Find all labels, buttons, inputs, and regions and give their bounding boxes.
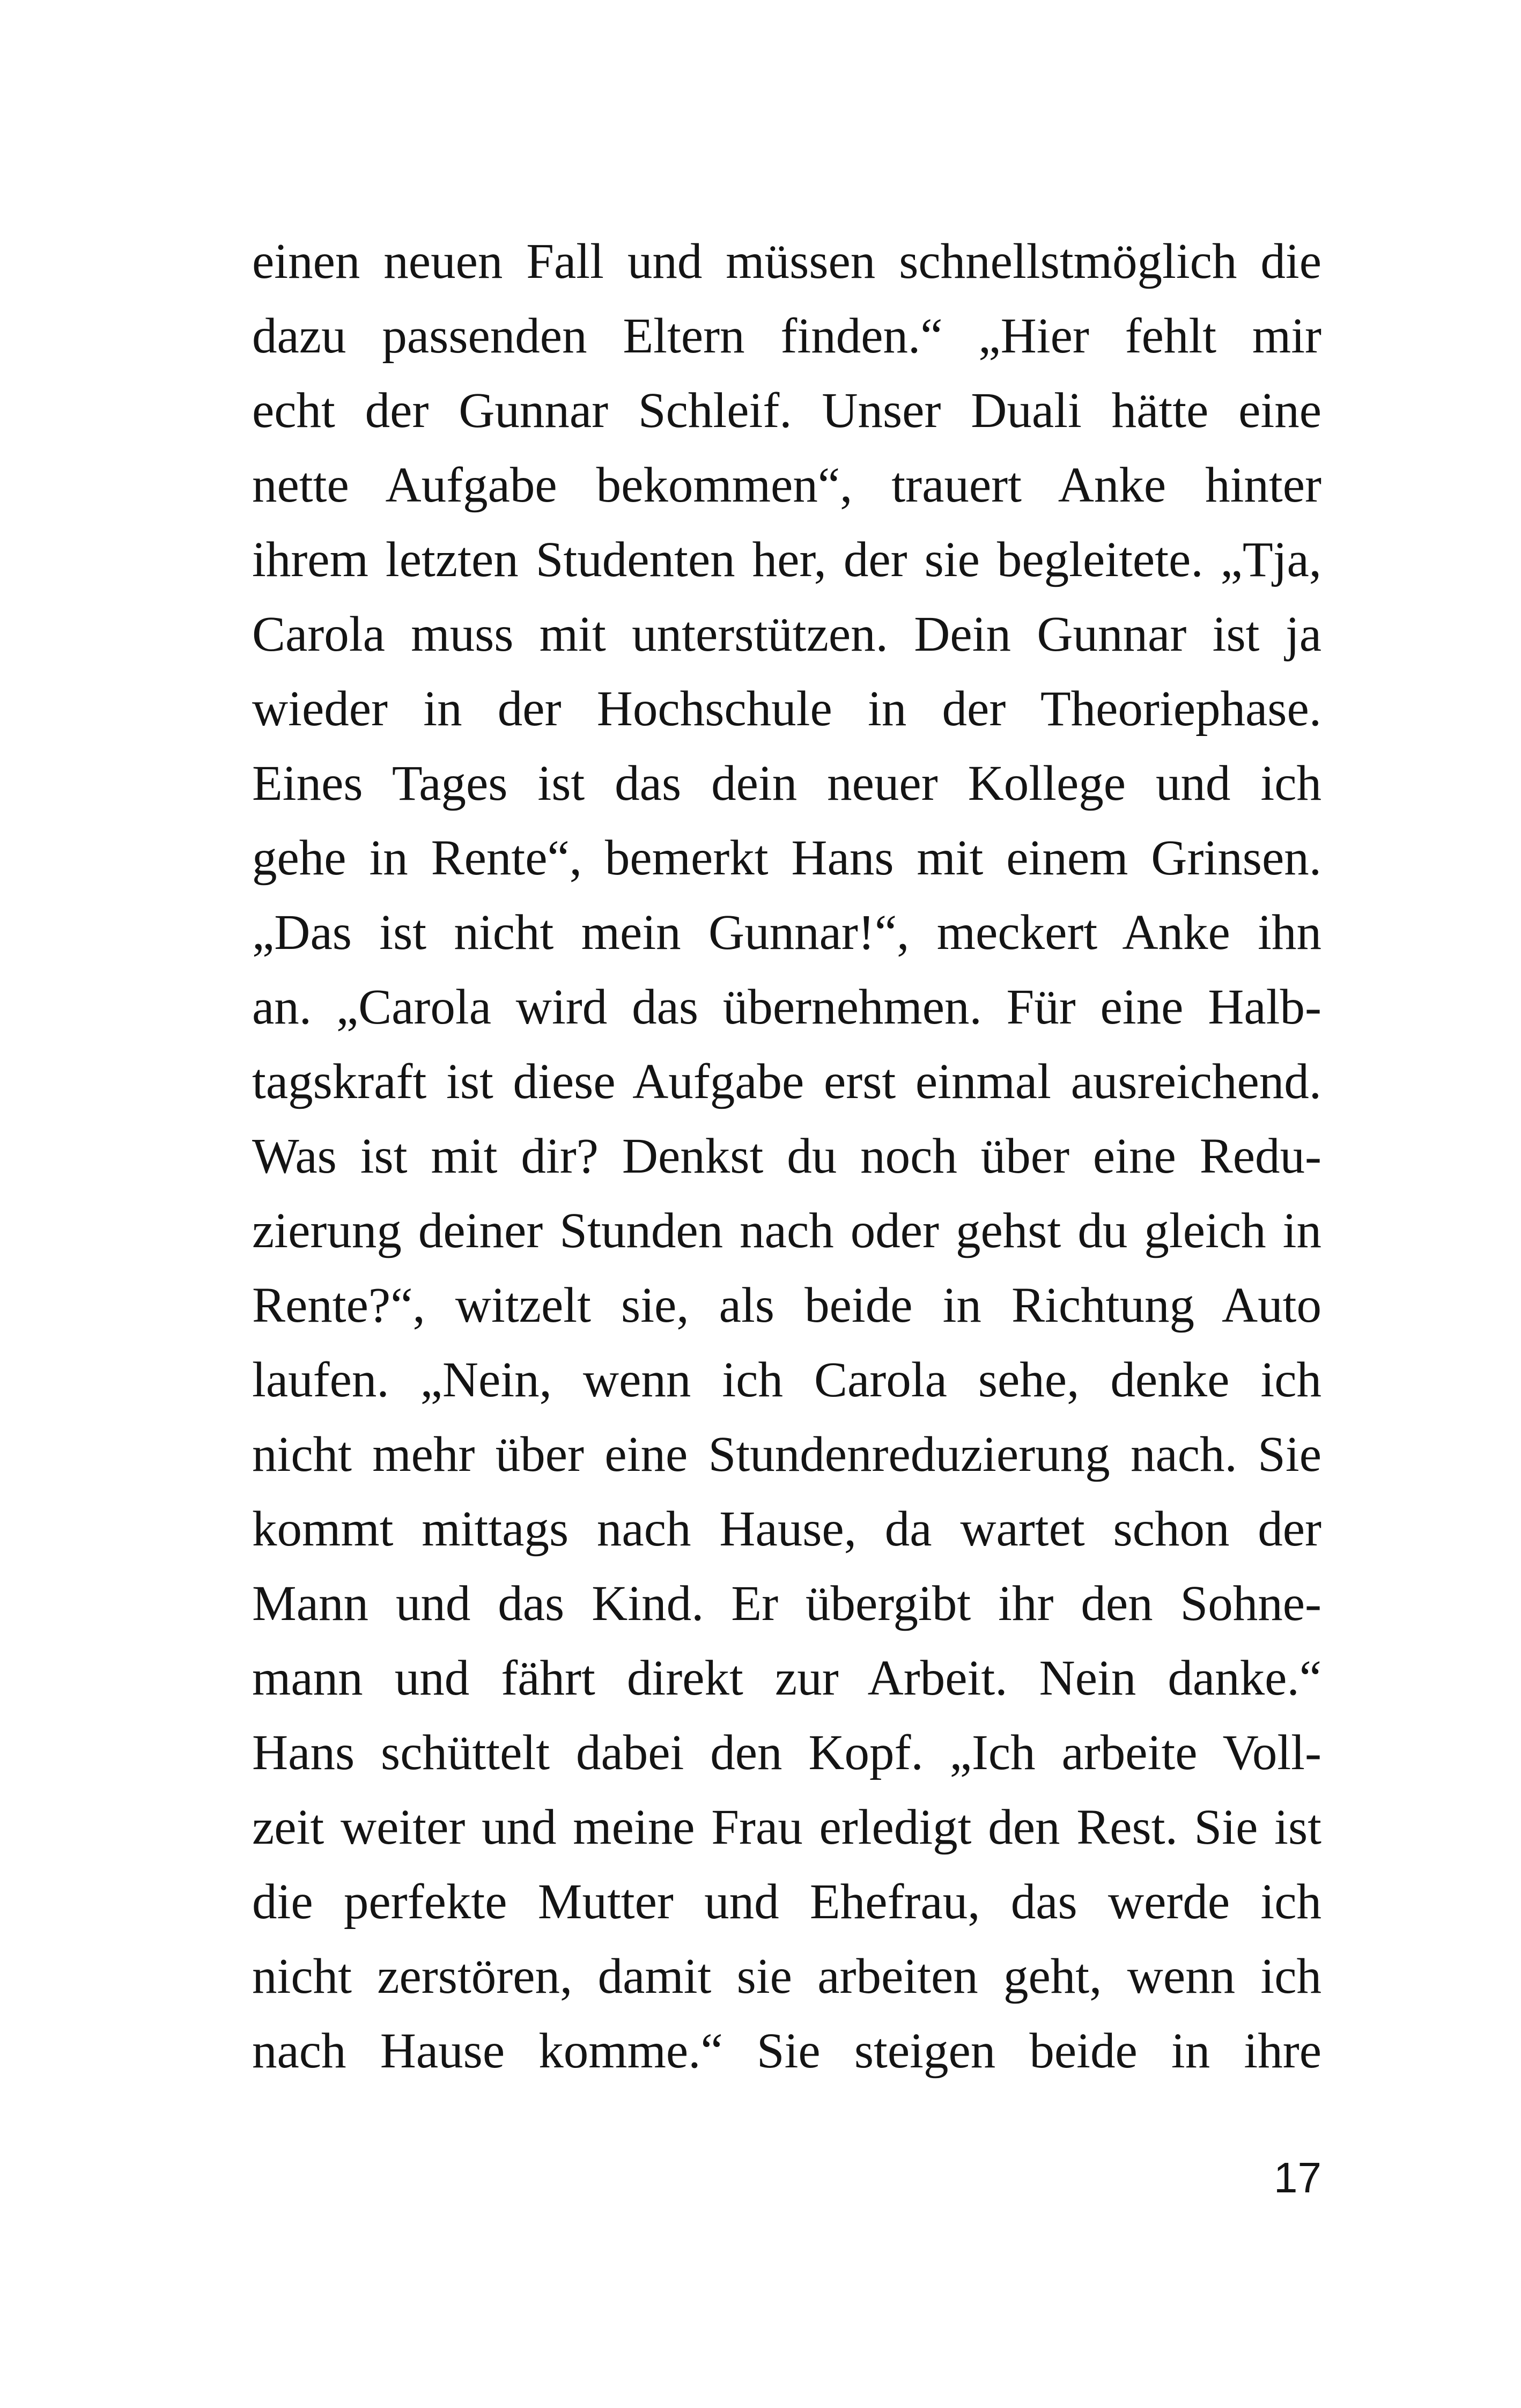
text-line: Was ist mit dir? Denkst du noch über eine Redu-	[252, 1129, 1321, 1184]
text-line: mann und fährt direkt zur Arbeit. Nein danke.“	[252, 1651, 1321, 1706]
text-line: nicht zerstören, damit sie arbeiten geht, wenn ich	[252, 1949, 1321, 2004]
text-line: nicht mehr über eine Stundenreduzierung nach. Sie	[252, 1427, 1321, 1482]
text-line: einen neuen Fall und müssen schnellstmöglich die	[252, 234, 1321, 289]
text-line: gehe in Rente“, bemerkt Hans mit einem Grinsen.	[252, 830, 1321, 886]
text-line: tagskraft ist diese Aufgabe erst einmal ausreichend.	[252, 1054, 1321, 1109]
text-line: dazu passenden Eltern finden.“ „Hier fehlt mir	[252, 308, 1321, 364]
text-line: echt der Gunnar Schleif. Unser Duali hätte eine	[252, 383, 1321, 438]
text-line: die perfekte Mutter und Ehefrau, das werde ich	[252, 1874, 1321, 1930]
text-line: kommt mittags nach Hause, da wartet schon der	[252, 1501, 1321, 1557]
text-line: Carola muss mit unterstützen. Dein Gunnar ist ja	[252, 607, 1321, 662]
text-line: Eines Tages ist das dein neuer Kollege und ich	[252, 756, 1321, 811]
text-line: Hans schüttelt dabei den Kopf. „Ich arbeite Voll-	[252, 1725, 1321, 1780]
text-line: nach Hause komme.“ Sie steigen beide in ihre	[252, 2023, 1321, 2079]
text-line: Mann und das Kind. Er übergibt ihr den Sohne-	[252, 1576, 1321, 1631]
text-line: nette Aufgabe bekommen“, trauert Anke hinter	[252, 458, 1321, 513]
text-line: Rente?“, witzelt sie, als beide in Richtung Auto	[252, 1278, 1321, 1333]
text-line: „Das ist nicht mein Gunnar!“, meckert Anke ihn	[252, 905, 1321, 960]
page-number: 17	[1274, 2154, 1321, 2201]
text-line: ihrem letzten Studenten her, der sie begleitete. „Tja,	[252, 532, 1321, 587]
text-line: laufen. „Nein, wenn ich Carola sehe, denke ich	[252, 1352, 1321, 1408]
body-text	[252, 224, 1321, 2088]
text-line: an. „Carola wird das übernehmen. Für eine Halb-	[252, 980, 1321, 1035]
text-line: zierung deiner Stunden nach oder gehst du gleich in	[252, 1203, 1321, 1258]
text-line: zeit weiter und meine Frau erledigt den Rest. Sie ist	[252, 1800, 1321, 1855]
text-line: wieder in der Hochschule in der Theoriephase.	[252, 681, 1321, 737]
